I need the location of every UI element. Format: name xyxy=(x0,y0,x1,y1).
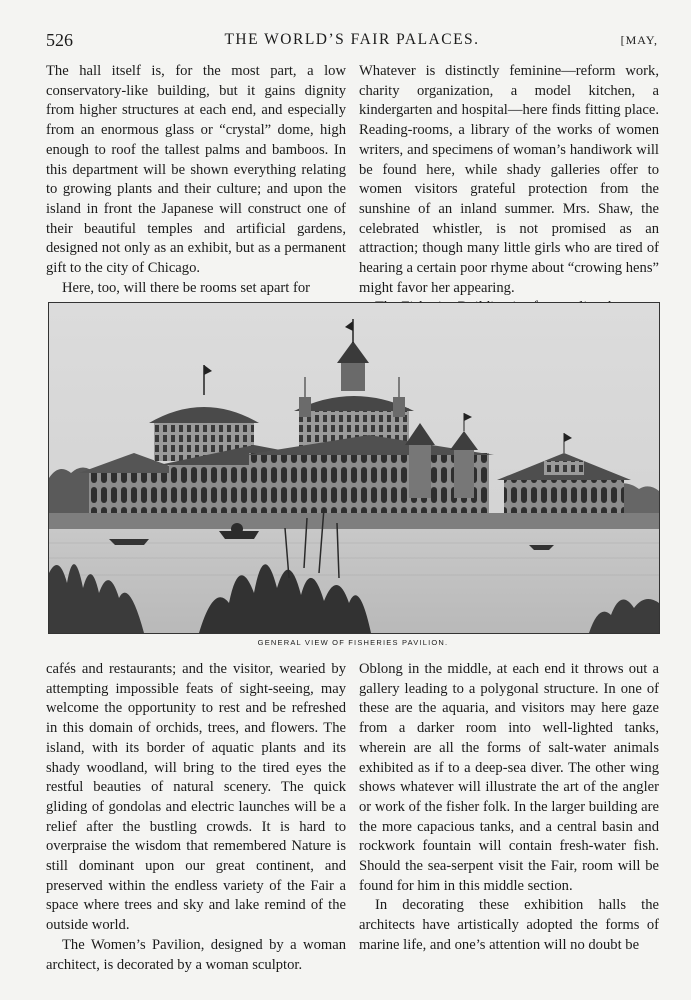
column-bottom-left xyxy=(46,660,346,975)
paragraph: Here, too, will there be rooms set apart for xyxy=(62,279,311,296)
running-month: [MAY, xyxy=(620,33,658,47)
figure-caption: GENERAL VIEW OF FISHERIES PAVILION. xyxy=(257,638,449,647)
page-number: 526 xyxy=(46,30,73,50)
paragraph: The Women’s Pavilion, designed by a woman architect, is decorated by a woman sculptor. xyxy=(46,936,346,973)
running-title: THE WORLD’S FAIR PALACES. xyxy=(224,31,480,48)
column-top-right xyxy=(359,62,659,318)
paragraph: The hall itself is, for the most part, a low conservatory-like building, but it gains dignity from higher structures at each end, and especially from an enormous glass or “crystal” dome, high enough to roof the tallest palms and bamboos. In this department will be shown everything relating to growing plants and their culture; and upon the island in front the Japanese will construct one of their beautiful temples and artificial gardens, designed not only as an exhibit, but as a permanent gift to the city of Chicago. xyxy=(46,63,346,277)
paragraph: In decorating these exhibition halls the architects have artistically adopted the forms of marine life, and one’s attention will no doubt be xyxy=(359,897,659,953)
column-bottom-right xyxy=(359,660,659,956)
fisheries-pavilion-illustration xyxy=(48,302,660,634)
column-top-left xyxy=(46,62,346,298)
running-header xyxy=(46,30,658,52)
paragraph: cafés and restaurants; and the visitor, wearied by attempting impossible feats of sight-seeing, may welcome the opportunity to rest and be refreshed in this domain of orchids, trees, and flowers. The island, with its border of aquatic plants and its shady woodland, will bring to the tired eyes the restful beauties of natural scenery. The quick gliding of gondolas and electric launches will be a relief after the bustling crowds. It is hard to overpraise the wisdom that remembered Nature is still dominant upon our great continent, and preserved within the endless variety of the Fair a space where trees and sky and lake remind of the outside world. xyxy=(46,661,346,934)
paragraph: Whatever is distinctly feminine—reform work, charity organization, a model kitchen, a kindergarten and hospital—here finds fitting place. Reading-rooms, a library of the works of women writers, and specimens of woman’s handiwork will be found here, while shady galleries offer to women visitors grateful protection from the sunshine of an inland summer. Mrs. Shaw, the celebrated whistler, is not promised as an attraction; though many little girls who are tired of hearing a certain poor rhyme about “crowing hens” might favor her appearing. xyxy=(359,63,659,296)
paragraph: Oblong in the middle, at each end it throws out a gallery leading to a polygonal structure. In one of these are the aquaria, and visitors may here gaze from a darker room into well-lighted tanks, wherein are all the forms of salt-water animals exhibited as if to a deep-sea diver. The other wing shows whatever will illustrate the art of the angler or work of the fisher folk. In the larger building are the more capacious tanks, and a central basin and rockwork fountain will contain fresh-water fish. Should the sea-serpent visit the Fair, room will be found for him in this middle section. xyxy=(359,661,659,894)
